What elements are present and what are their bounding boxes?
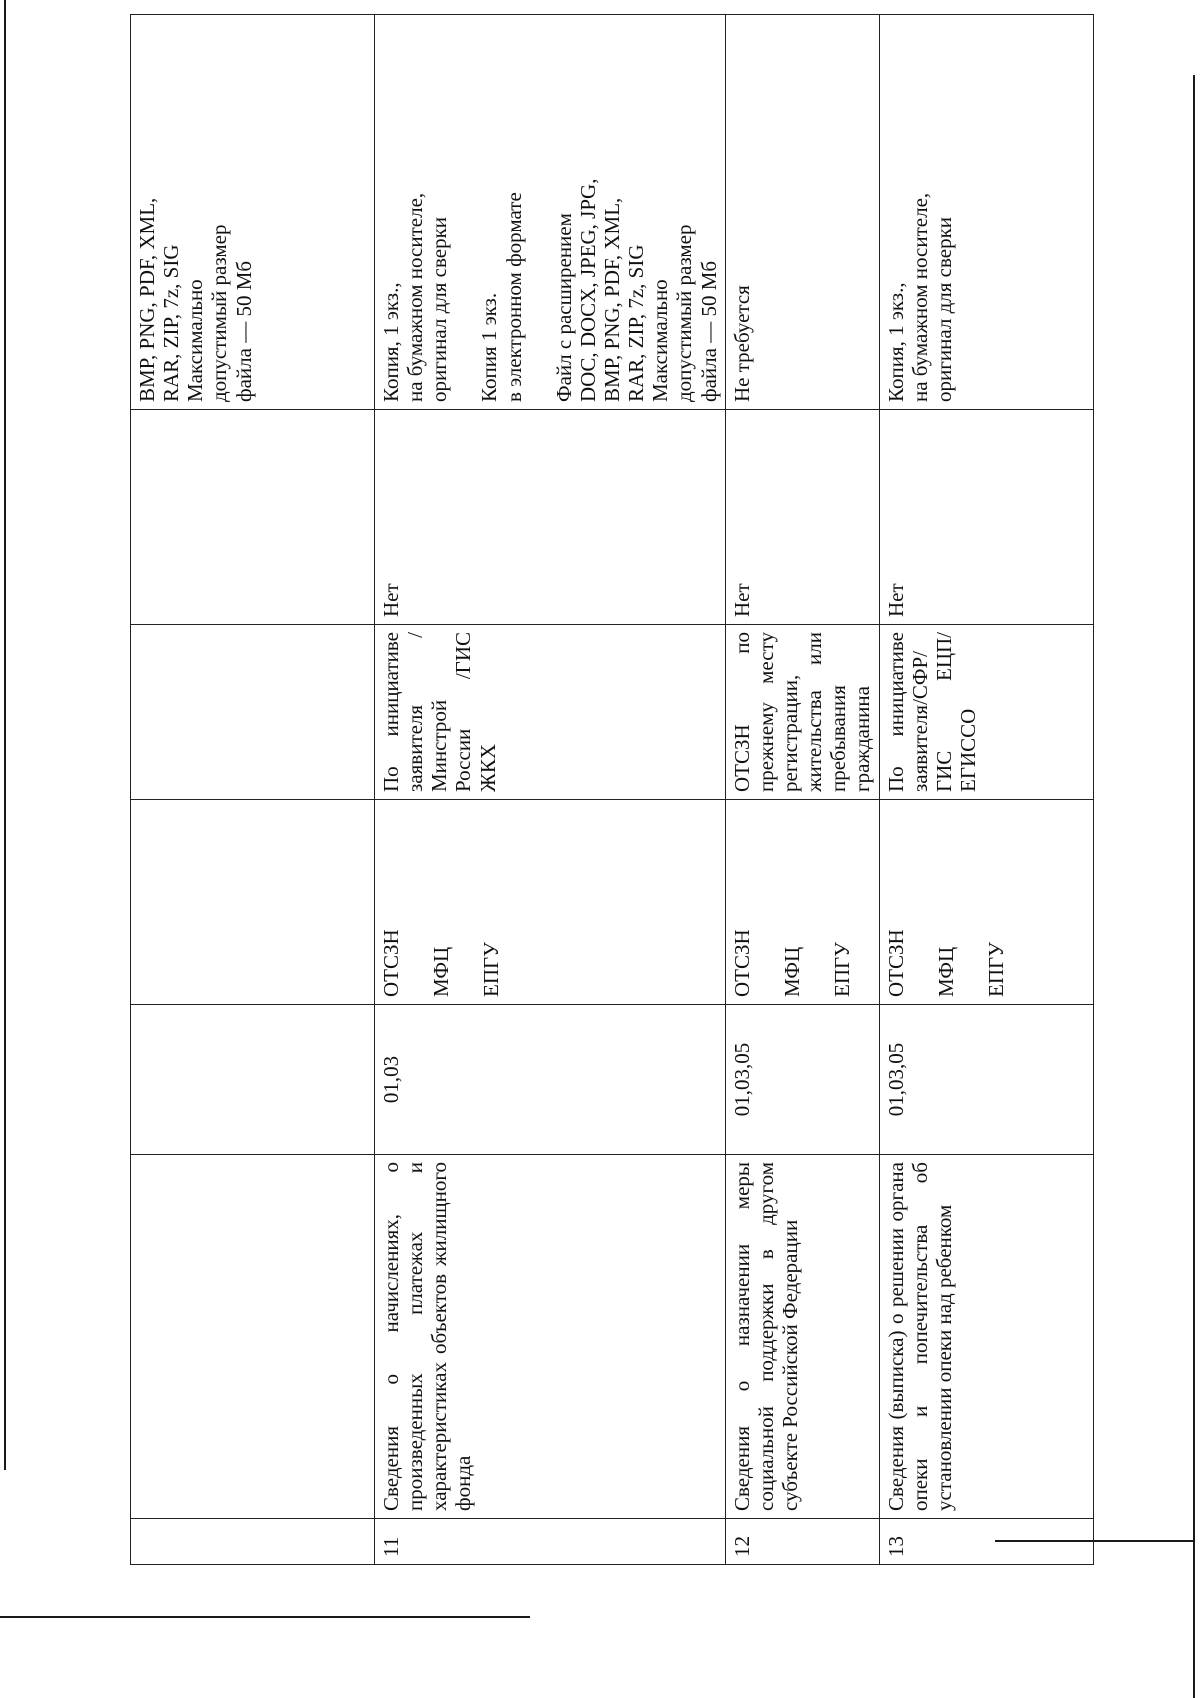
receiver: МФЦ [429,946,454,997]
receiver: МФЦ [933,946,958,997]
receiver: ЕПГУ [479,941,504,997]
form-line: RAR, ZIP, 7z, SIG [159,244,184,402]
cell-source: По инициативе заявителя /Минстрой России /ГИС ЖКХ [375,625,726,800]
cell-num: 13 [879,1519,1093,1565]
cell-num: 11 [375,1519,726,1565]
form-line: Максимально [648,279,673,402]
cell-name: Сведения о назначении меры социальной поддержки в другом субъекте Российской Федерации [725,1155,879,1519]
form-line: в электронном формате [501,192,526,402]
form-line: RAR, ZIP, 7z, SIG [624,244,649,402]
scan-border-left [4,0,6,1470]
cell-form [725,15,879,410]
cell-codes [131,1005,375,1155]
cell-interagency [131,410,375,625]
cell-receivers [375,800,726,1005]
cell-name [131,1155,375,1519]
form-line: BMP, PNG, PDF, XML, [135,197,159,402]
form-line: Максимально [183,279,208,402]
cell-codes: 01,03,05 [879,1005,1093,1155]
cell-interagency: Нет [725,410,879,625]
cell-form [879,15,1093,410]
cell-interagency: Нет [879,410,1093,625]
form-line: файла — 50 Мб [231,260,256,402]
form-line: на бумажном носителе, [403,192,428,402]
form-line: Копия, 1 экз., [379,282,403,402]
cell-num [131,1519,375,1565]
form-line: допустимый размер [672,224,697,402]
form-line: BMP, PNG, PDF, XML, [599,197,624,402]
receiver: ОТСЗН [883,929,908,997]
cell-name: Сведения (выписка) о решении органа опеки и попечительства об установлении опеки над ребенком [879,1155,1093,1519]
receiver: МФЦ [779,946,804,997]
cell-codes: 01,03,05 [725,1005,879,1155]
form-line: оригинал для сверки [931,216,956,402]
form-line: на бумажном носителе, [907,192,932,402]
receiver: ЕПГУ [829,941,854,997]
cell-receivers [879,800,1093,1005]
cell-form [375,15,726,410]
documents-table [130,14,1094,1565]
table-row [375,15,726,1565]
cell-name: Сведения о начислениях, о произведенных платежах и характеристиках объектов жилищного фонда [375,1155,726,1519]
scan-border-bottom [0,1616,530,1618]
table-row [725,15,879,1565]
form-line: Файл с расширением [551,213,576,402]
form-line: допустимый размер [207,224,232,402]
cell-receivers [725,800,879,1005]
table-row-continuation [131,15,375,1565]
cell-source: По инициативе заявителя/СФР/ ГИС ЕЦП/ ЕГИССО [879,625,1093,800]
cell-form [131,15,375,410]
receiver: ОТСЗН [729,929,754,997]
form-line: оригинал для сверки [427,216,452,402]
cell-interagency: Нет [375,410,726,625]
scan-border-right [1193,75,1195,1698]
cell-receivers [131,800,375,1005]
receiver: ОТСЗН [379,929,403,997]
form-line: Не требуется [729,285,754,402]
form-line: Копия, 1 экз., [883,282,908,402]
form-line: Копия 1 экз. [477,292,502,402]
cell-num: 12 [725,1519,879,1565]
cell-source: ОТСЗН по прежнему месту регистрации, жительства или пребывания гражданина [725,625,879,800]
table-row [879,15,1093,1565]
cell-source [131,625,375,800]
receiver: ЕПГУ [983,941,1008,997]
cell-codes: 01,03 [375,1005,726,1155]
form-line: файла — 50 Мб [696,260,721,402]
form-line: DOC, DOCX, JPEG, JPG, [575,178,600,402]
rotated-page [130,15,1008,1565]
